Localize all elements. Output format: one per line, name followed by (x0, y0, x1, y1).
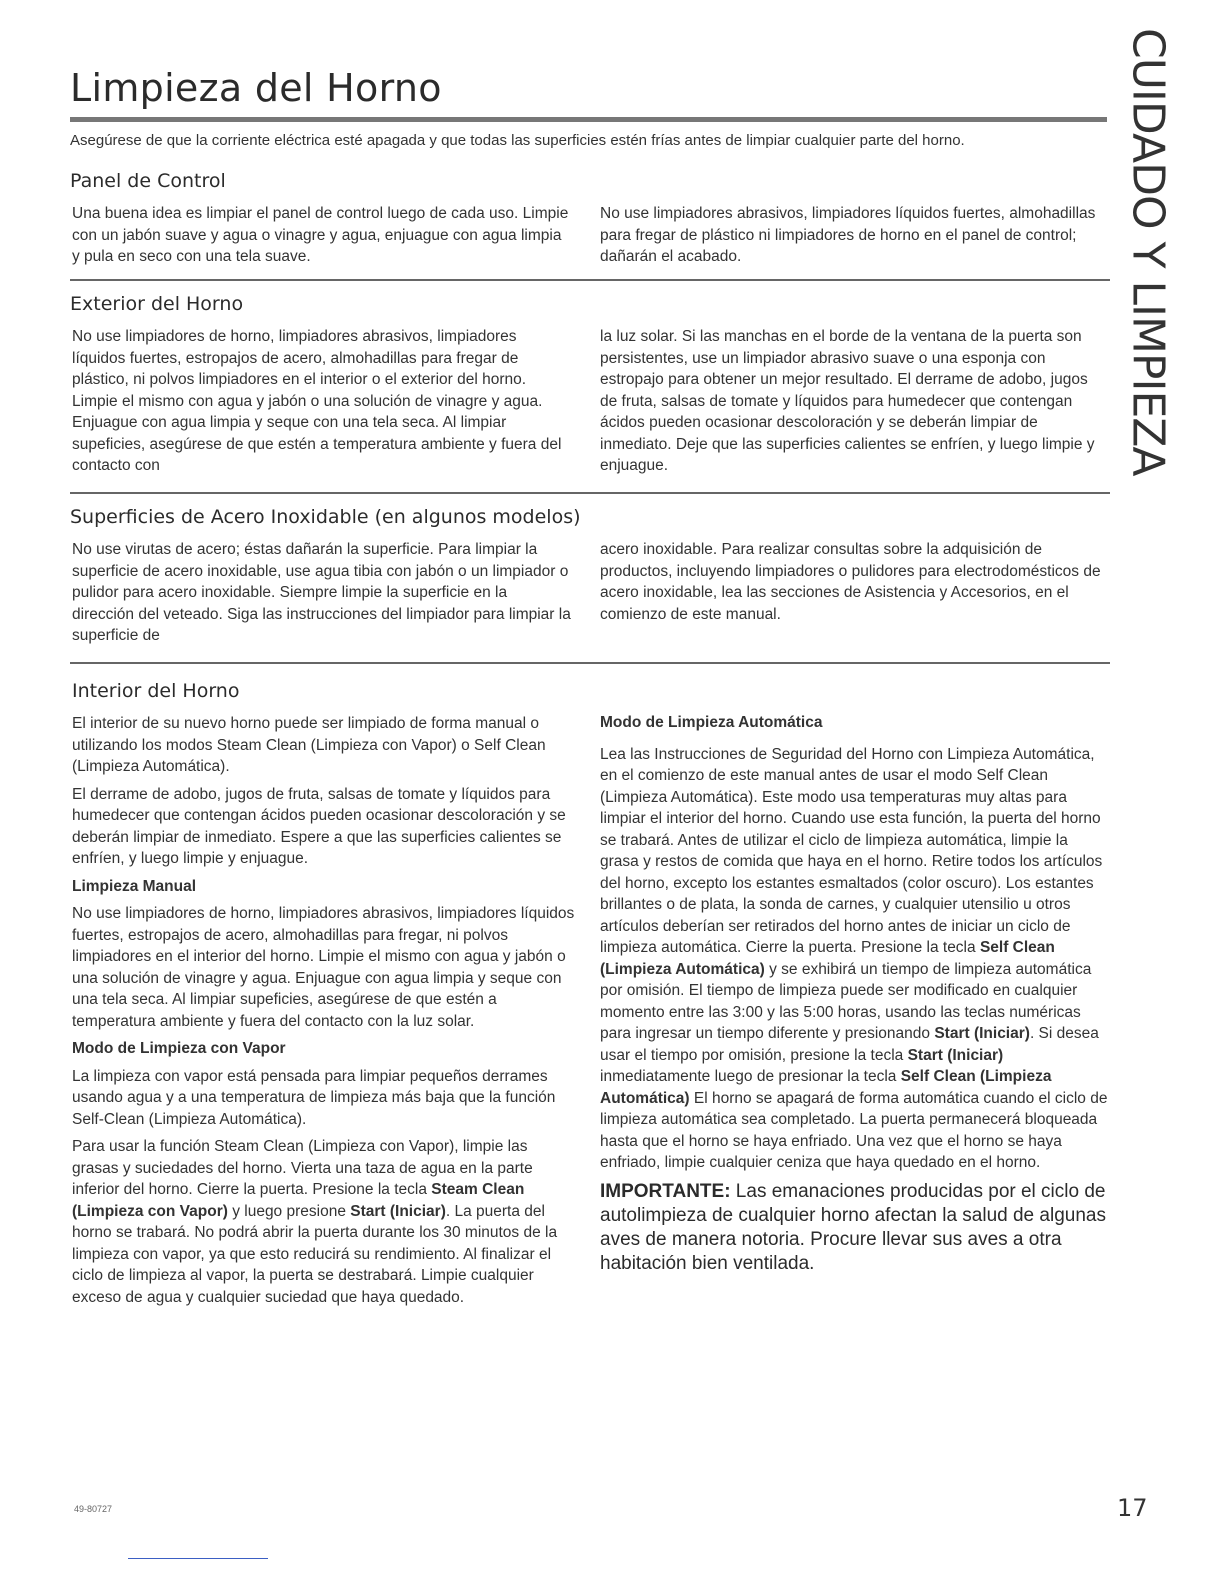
steam-text-a: Para usar la función Steam Clean (Limpieza con Vapor), limpie las grasas y suciedades del horno. Vierta una taza de agua en la parte inferior del horno. Cierre la puerta. Presione la tecla (72, 1138, 533, 1198)
start-key-label: Start (Iniciar) (350, 1202, 446, 1220)
side-tab (1118, 28, 1178, 476)
self-clean-key-label: Self Clean (Limpieza Automática) (600, 1068, 1052, 1107)
auto-heading: Modo de Limpieza Automática (600, 714, 823, 731)
bottom-divider (128, 1558, 268, 1559)
steel-left-text: No use virutas de acero; éstas dañarán la superficie. Para limpiar la superficie de acero inoxidable, use agua tibia con jabón o un limpiador o pulidor para acero inoxidable. Siempre limpie la superficie en la dirección del veteado. Siga las instrucciones del limpiador para limpiar la superficie de (72, 541, 571, 644)
section-title-panel: Panel de Control (70, 170, 226, 192)
interior-left-column (72, 713, 577, 1314)
important-note (600, 1180, 1110, 1276)
page-title: Limpieza del Horno (70, 66, 442, 110)
steam-text-c: y luego presione (227, 1202, 351, 1220)
auto-paragraph (600, 744, 1110, 1174)
steam-paragraph-1: La limpieza con vapor está pensada para limpiar pequeños derrames usando agua y a una temperatura de limpieza más baja que la función Self-Clean (Limpieza Automática). (72, 1067, 556, 1128)
exterior-left-text: No use limpiadores de horno, limpiadores abrasivos, limpiadores líquidos fuertes, estropajos de acero, almohadillas para fregar de plástico, ni polvos limpiadores en el interior o el exterior del horno. Limpie el mismo con agua y jabón o una solución de vinagre y agua. Enjuague con agua limpia y seque con una tela seca. Al limpiar supeficies, asegúrese de que estén a temperatura ambiente y fuera del contacto con (72, 328, 562, 474)
intro-text: Asegúrese de que la corriente eléctrica esté apagada y que todas las superficies estén frías antes de limpiar cualquier parte del horno. (70, 132, 965, 149)
section-title-steel: Superficies de Acero Inoxidable (en algunos modelos) (70, 506, 581, 528)
panel-right-text: No use limpiadores abrasivos, limpiadores líquidos fuertes, almohadillas para fregar de plástico ni limpiadores de horno en el panel de control; dañarán el acabado. (600, 205, 1096, 265)
section-title-interior: Interior del Horno (72, 680, 240, 702)
auto-text-f: El horno se apagará de forma automática cuando el ciclo de limpieza automática sea completado. La puerta permanecerá bloqueada hasta que el horno se haya enfriado. Una vez que el horno se haya enfriado, limpie cualquier ceniza que haya quedado en el horno. (600, 1089, 1108, 1171)
exterior-right-text: la luz solar. Si las manchas en el borde de la ventana de la puerta son persistentes, use un limpiador abrasivo suave o una esponja con estropajo para obtener un mejor resultado. El derrame de adobo, jugos de fruta, salsas de tomate y líquidos para humedecer que contengan ácidos pueden ocasionar descoloración y se deberán limpiar de inmediato. Deje que las superficies calientes se enfríen, y luego limpie y enjuague. (600, 328, 1095, 474)
interior-right-column (600, 710, 1110, 1282)
interior-paragraph-2: El derrame de adobo, jugos de fruta, salsas de tomate y líquidos para humedecer que contengan ácidos pueden ocasionar descoloración y se deberán limpiar de inmediato. Espere a que las superficies calientes se enfríen, y luego limpie y enjuague. (72, 785, 566, 867)
steam-text-d: . La puerta del horno se trabará. No podrá abrir la puerta durante los 30 minutos de la limpieza con vapor, ya que esto reducirá su rendimiento. Al finalizar el ciclo de limpieza al vapor, la puerta se destrabará. Limpie cualquier exceso de agua y cualquier suciedad que haya quedado. (72, 1202, 558, 1306)
important-label: IMPORTANTE: (600, 1180, 731, 1202)
steam-paragraph-2 (72, 1136, 577, 1308)
auto-text-c: y se exhibirá un tiempo de limpieza automática por omisión. El tiempo de limpieza puede ser modificado en cualquier momento entre las 3:00 y las 5:00 horas, usando las teclas numéricas para ingresar un tiempo diferente y presionando (600, 960, 1092, 1042)
self-clean-key-label: Self Clean (Limpieza Automática) (600, 939, 1055, 978)
title-rule (70, 117, 1107, 122)
side-tab-label: CUIDADO Y LIMPIEZA (1122, 28, 1174, 476)
interior-paragraph-1: El interior de su nuevo horno puede ser limpiado de forma manual o utilizando los modos Steam Clean (Limpieza con Vapor) o Self Clean (Limpieza Automática). (72, 715, 546, 775)
page-number: 17 (1117, 1494, 1148, 1522)
document-code: 49-80727 (74, 1504, 113, 1514)
steam-heading: Modo de Limpieza con Vapor (72, 1040, 286, 1057)
section-divider (70, 492, 1110, 494)
start-key-label: Start (Iniciar) (907, 1046, 1004, 1064)
auto-text-a: Lea las Instrucciones de Seguridad del Horno con Limpieza Automática, en el comienzo de este manual antes de usar el modo Self Clean (Limpieza Automática). Este modo usa temperaturas muy altas para limpiar el interior del horno. Cuando use esta función, la puerta del horno se trabará. Antes de utilizar el ciclo de limpieza automática, limpie la grasa y restos de comida que haya en el horno. Retire todos los artículos del horno, excepto los estantes esmaltados (color oscuro). Los estantes brillantes o de plata, la sonda de carnes, y cualquier utensilio u otros artículos deberían ser retirados del horno antes de iniciar un ciclo de limpieza automática. Cierre la puerta. Presione la tecla (600, 745, 1103, 956)
manual-heading: Limpieza Manual (72, 877, 197, 895)
manual-text: No use limpiadores de horno, limpiadores abrasivos, limpiadores líquidos fuertes, estropajos de acero, almohadillas para fregar, ni polvos limpiadores en el interior del horno. Limpie el mismo con agua y jabón o una solución de vinagre y agua. Enjuague con agua limpia y seque con una tela seca. Al limpiar supeficies, asegúrese de que estén a temperatura ambiente y fuera del contacto con la luz solar. (72, 905, 575, 1030)
panel-left-text: Una buena idea es limpiar el panel de control luego de cada uso. Limpie con un jabón suave y agua o vinagre y agua, enjuague con agua limpia y pula en seco con una tela suave. (72, 205, 569, 265)
auto-text-d: . Si desea usar el tiempo por omisión, presione la tecla (600, 1025, 1099, 1064)
steam-clean-key-label: Steam Clean (Limpieza con Vapor) (72, 1181, 525, 1220)
auto-text-e: inmediatamente luego de presionar la tecla (600, 1068, 901, 1085)
section-divider (70, 662, 1110, 664)
section-title-exterior: Exterior del Horno (70, 293, 244, 315)
section-divider (70, 279, 1110, 281)
start-key-label: Start (Iniciar) (934, 1025, 1030, 1042)
steel-right-text: acero inoxidable. Para realizar consultas sobre la adquisición de productos, incluyendo limpiadores o pulidores para electrodomésticos de acero inoxidable, lea las secciones de Asistencia y Accesorios, en el comienzo de este manual. (600, 541, 1101, 623)
important-text: Las emanaciones producidas por el ciclo de autolimpieza de cualquier horno afectan la salud de algunas aves de manera notoria. Procure llevar sus aves a otra habitación bien ventilada. (600, 1180, 1106, 1274)
